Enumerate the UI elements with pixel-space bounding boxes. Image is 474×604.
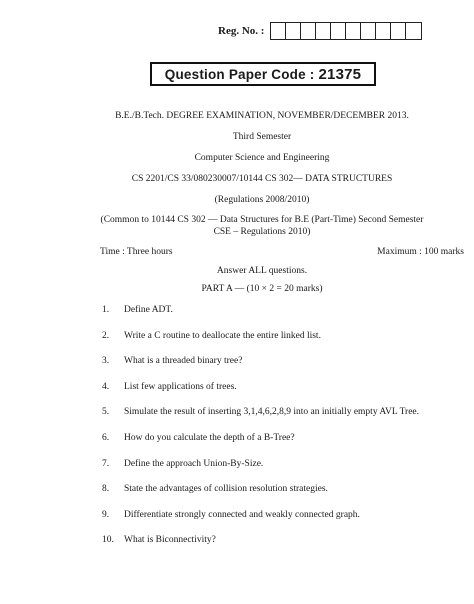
question-text: Define ADT. — [124, 305, 173, 315]
question-paper-code: 21375 — [318, 65, 362, 83]
maximum-marks: Maximum : 100 marks — [377, 247, 464, 257]
question-number: 9. — [102, 509, 110, 520]
reg-no-label: Reg. No. : — [218, 25, 265, 37]
question-number: 4. — [102, 381, 110, 392]
question-item — [102, 459, 462, 485]
question-text: How do you calculate the depth of a B-Tree? — [124, 432, 295, 443]
question-item — [102, 407, 462, 433]
reg-no-box — [406, 23, 421, 39]
question-text: State the advantages of collision resolution strategies. — [124, 484, 328, 495]
reg-no-box — [331, 23, 346, 39]
question-list — [102, 305, 462, 561]
question-text: Write a C routine to deallocate the entire linked list. — [124, 330, 321, 341]
reg-no-field — [218, 22, 422, 40]
question-text: Differentiate strongly connected and weakly connected graph. — [124, 509, 360, 520]
question-number: 5. — [102, 407, 110, 418]
question-item — [102, 433, 462, 459]
question-text: Define the approach Union-By-Size. — [124, 458, 264, 469]
reg-no-box — [271, 23, 286, 39]
question-text: What is Biconnectivity? — [124, 535, 216, 546]
reg-no-box — [361, 23, 376, 39]
department: Computer Science and Engineering — [194, 153, 330, 163]
question-item — [102, 484, 462, 510]
reg-no-box — [316, 23, 331, 39]
time-allowed: Time : Three hours — [100, 247, 173, 257]
reg-no-boxes — [270, 22, 422, 40]
question-item — [102, 382, 462, 408]
question-number: 2. — [102, 330, 110, 341]
question-paper-code-box — [150, 62, 376, 86]
common-to-line2: CSE – Regulations 2010) — [213, 227, 311, 237]
question-number: 3. — [102, 356, 110, 367]
question-paper-code-label: Question Paper Code : — [164, 66, 315, 82]
common-to-line1: (Common to 10144 CS 302 — Data Structures for B.E (Part-Time) Second Semester — [100, 215, 424, 225]
question-number: 1. — [102, 305, 110, 315]
regulations: (Regulations 2008/2010) — [214, 195, 310, 205]
subject: CS 2201/CS 33/080230007/10144 CS 302— DATA STRUCTURES — [131, 174, 393, 184]
question-number: 6. — [102, 432, 110, 443]
question-text: Simulate the result of inserting 3,1,4,6,2,8,9 into an initially empty AVL Tree. — [124, 407, 420, 418]
question-item — [102, 510, 462, 536]
reg-no-box — [391, 23, 406, 39]
question-item — [102, 331, 462, 357]
reg-no-box — [286, 23, 301, 39]
reg-no-box — [301, 23, 316, 39]
instruction: Answer ALL questions. — [216, 266, 308, 276]
question-number: 7. — [102, 458, 110, 469]
question-text: List few applications of trees. — [124, 381, 237, 392]
reg-no-box — [346, 23, 361, 39]
question-number: 10. — [102, 535, 114, 546]
question-number: 8. — [102, 484, 110, 495]
exam-title: B.E./B.Tech. DEGREE EXAMINATION, NOVEMBER/DECEMBER 2013. — [115, 111, 409, 121]
question-text: What is a threaded binary tree? — [124, 356, 243, 367]
semester: Third Semester — [232, 132, 292, 142]
question-item — [102, 305, 462, 331]
question-item — [102, 356, 462, 382]
question-item — [102, 535, 462, 561]
time-marks-row — [100, 247, 464, 257]
reg-no-box — [376, 23, 391, 39]
part-a-heading: PART A — (10 × 2 = 20 marks) — [201, 284, 323, 294]
